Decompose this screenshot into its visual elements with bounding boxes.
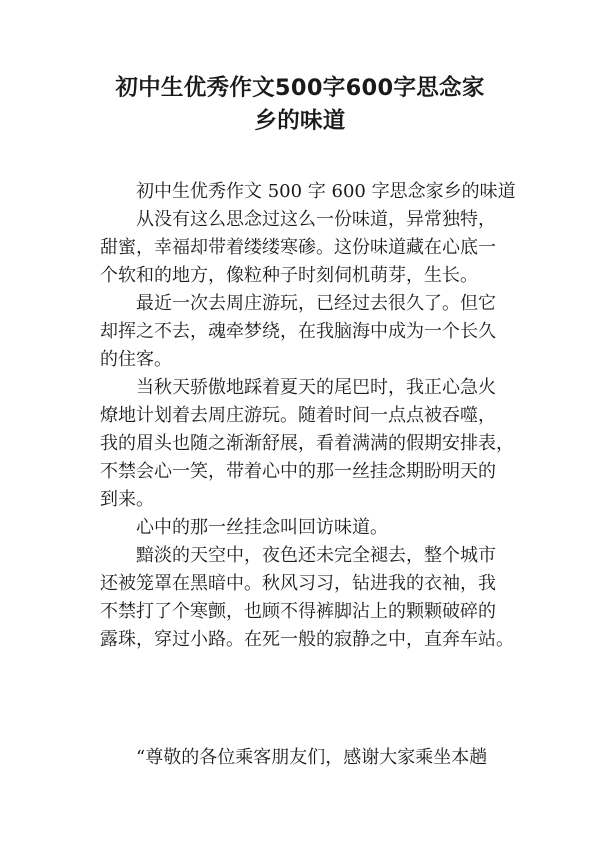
document-body (100, 178, 516, 654)
body-line: 甜蜜，幸福却带着缕缕寒碜。这份味道藏在心底一 (100, 237, 496, 258)
body-line: 露珠，穿过小路。在死一般的寂静之中，直奔车站。 (100, 629, 514, 650)
title-line-2: 乡的味道 (254, 108, 346, 134)
body-line: 当秋天骄傲地踩着夏天的尾巴时，我正心急火 (136, 377, 496, 398)
body-line: 心中的那一丝挂念叫回访味道。 (136, 517, 388, 538)
body-line: 最近一次去周庄游玩，已经过去很久了。但它 (136, 293, 496, 314)
body-line: 不禁打了个寒颤，也顾不得裤脚沾上的颗颗破碎的 (100, 601, 496, 622)
body-line: 却挥之不去，魂牵梦绕，在我脑海中成为一个长久 (100, 321, 496, 342)
body-line: 的住客。 (100, 349, 172, 370)
body-line: 还被笼罩在黑暗中。秋风习习，钻进我的衣袖，我 (100, 573, 496, 594)
body-line: 到来。 (100, 489, 154, 510)
document-title (60, 72, 540, 138)
body-line: 初中生优秀作文 500 字 600 字思念家乡的味道 (136, 181, 516, 202)
body-line: 我的眉头也随之渐渐舒展，看着满满的假期安排表， (100, 433, 514, 454)
title-line-1: 初中生优秀作文500字600字思念家 (115, 75, 485, 101)
quote-line: “尊敬的各位乘客朋友们，感谢大家乘坐本趟 (136, 747, 488, 768)
body-line: 燎地计划着去周庄游玩。随着时间一点点被吞噬， (100, 405, 496, 426)
body-line: 不禁会心一笑，带着心中的那一丝挂念期盼明天的 (100, 461, 496, 482)
body-line: 个软和的地方，像粒种子时刻伺机萌芽，生长。 (100, 265, 478, 286)
body-line: 从没有这么思念过这么一份味道，异常独特， (136, 209, 496, 230)
body-line: 黯淡的天空中，夜色还未完全褪去，整个城市 (136, 545, 496, 566)
